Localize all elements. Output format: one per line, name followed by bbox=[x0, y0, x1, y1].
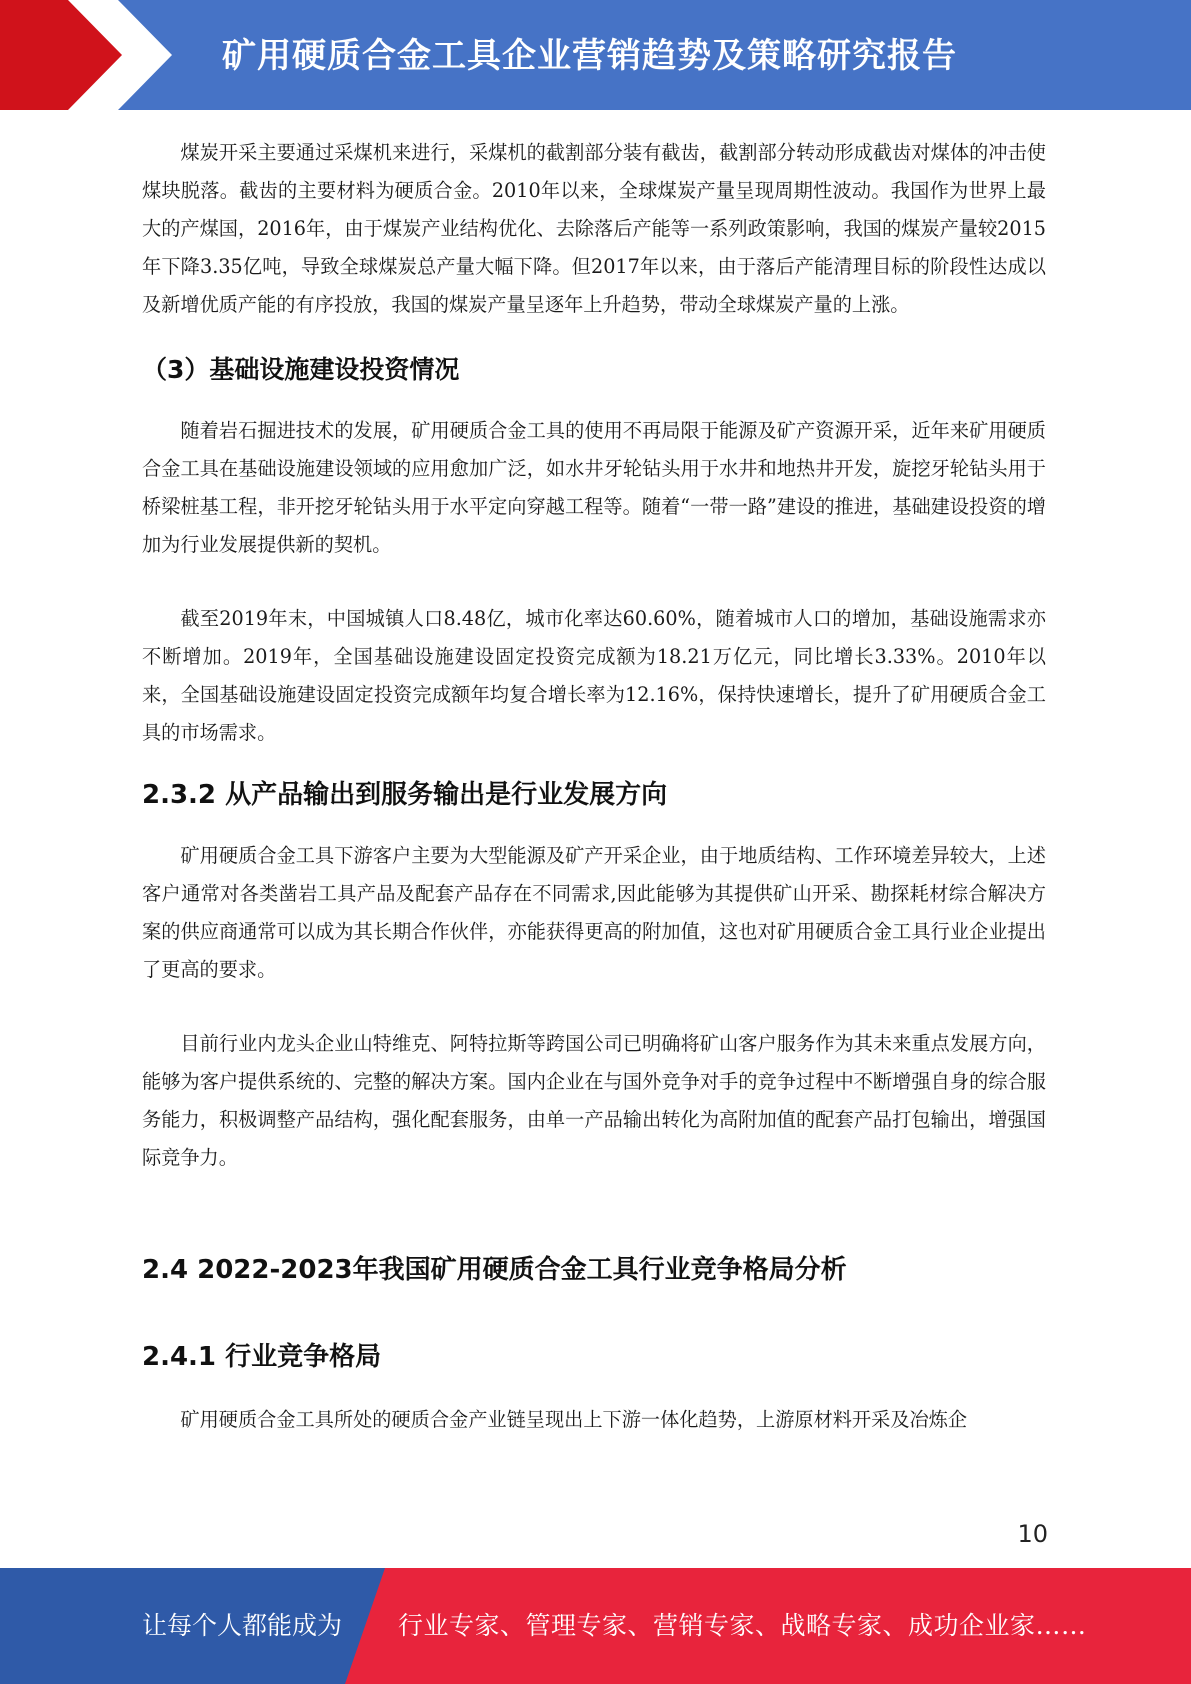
paragraph-industry-chain: 矿用硬质合金工具所处的硬质合金产业链呈现出上下游一体化趋势，上游原材料开采及冶炼企 bbox=[180, 1408, 968, 1431]
page-body bbox=[142, 134, 1046, 1439]
footer-slogan-right: 行业专家、管理专家、营销专家、战略专家、成功企业家…… bbox=[398, 1611, 1087, 1640]
heading-section-2-3-2: 2.3.2 从产品输出到服务输出是行业发展方向 bbox=[142, 780, 668, 810]
paragraph-leading-companies: 目前行业内龙头企业山特维克、阿特拉斯等跨国公司已明确将矿山客户服务作为其未来重点发展方向，能够为客户提供系统的、完整的解决方案。国内企业在与国外竞争对手的竞争过程中不断增强自身的综合服务能力，积极调整产品结构，强化配套服务，由单一产品输出转化为高附加值的配套产品打包输出，增强国际竞争力。 bbox=[142, 1032, 1046, 1169]
heading-section-2-4: 2.4 2022-2023年我国矿用硬质合金工具行业竞争格局分析 bbox=[142, 1255, 847, 1285]
paragraph-rock-drilling: 随着岩石掘进技术的发展，矿用硬质合金工具的使用不再局限于能源及矿产资源开采，近年来矿用硬质合金工具在基础设施建设领域的应用愈加广泛，如水井牙轮钻头用于水井和地热井开发，旋挖牙轮钻头用于桥梁桩基工程，非开挖牙轮钻头用于水平定向穿越工程等。随着“一带一路”建设的推进，基础建设投资的增加为行业发展提供新的契机。 bbox=[142, 419, 1046, 556]
report-title: 矿用硬质合金工具企业营销趋势及策略研究报告 bbox=[222, 36, 957, 76]
paragraph-downstream-customers: 矿用硬质合金工具下游客户主要为大型能源及矿产开采企业，由于地质结构、工作环境差异较大，上述客户通常对各类凿岩工具产品及配套产品存在不同需求,因此能够为其提供矿山开采、勘探耗材综合解决方案的供应商通常可以成为其长期合作伙伴，亦能获得更高的附加值，这也对矿用硬质合金工具行业企业提出了更高的要求。 bbox=[142, 844, 1046, 981]
heading-section-2-4-1: 2.4.1 行业竞争格局 bbox=[142, 1342, 382, 1372]
page-number: 10 bbox=[1017, 1520, 1048, 1548]
page-header bbox=[0, 0, 1191, 110]
footer-slogan-left: 让每个人都能成为 bbox=[142, 1611, 343, 1640]
paragraph-coal-mining: 煤炭开采主要通过采煤机来进行，采煤机的截割部分装有截齿，截割部分转动形成截齿对煤体的冲击使煤块脱落。截齿的主要材料为硬质合金。2010年以来，全球煤炭产量呈现周期性波动。我国作为世界上最大的产煤国，2016年，由于煤炭产业结构优化、去除落后产能等一系列政策影响，我国的煤炭产量较2015年下降3.35亿吨，导致全球煤炭总产量大幅下降。但2017年以来，由于落后产能清理目标的阶段性达成以及新增优质产能的有序投放，我国的煤炭产量呈逐年上升趋势，带动全球煤炭产量的上涨。 bbox=[142, 141, 1046, 316]
heading-infrastructure-investment: （3）基础设施建设投资情况 bbox=[142, 355, 460, 384]
page-footer bbox=[0, 1568, 1191, 1684]
paragraph-urbanization: 截至2019年末，中国城镇人口8.48亿，城市化率达60.60%，随着城市人口的增加，基础设施需求亦不断增加。2019年，全国基础设施建设固定投资完成额为18.21万亿元，同比增长3.33%。2010年以来，全国基础设施建设固定投资完成额年均复合增长率为12.16%，保持快速增长，提升了矿用硬质合金工具的市场需求。 bbox=[142, 607, 1046, 744]
